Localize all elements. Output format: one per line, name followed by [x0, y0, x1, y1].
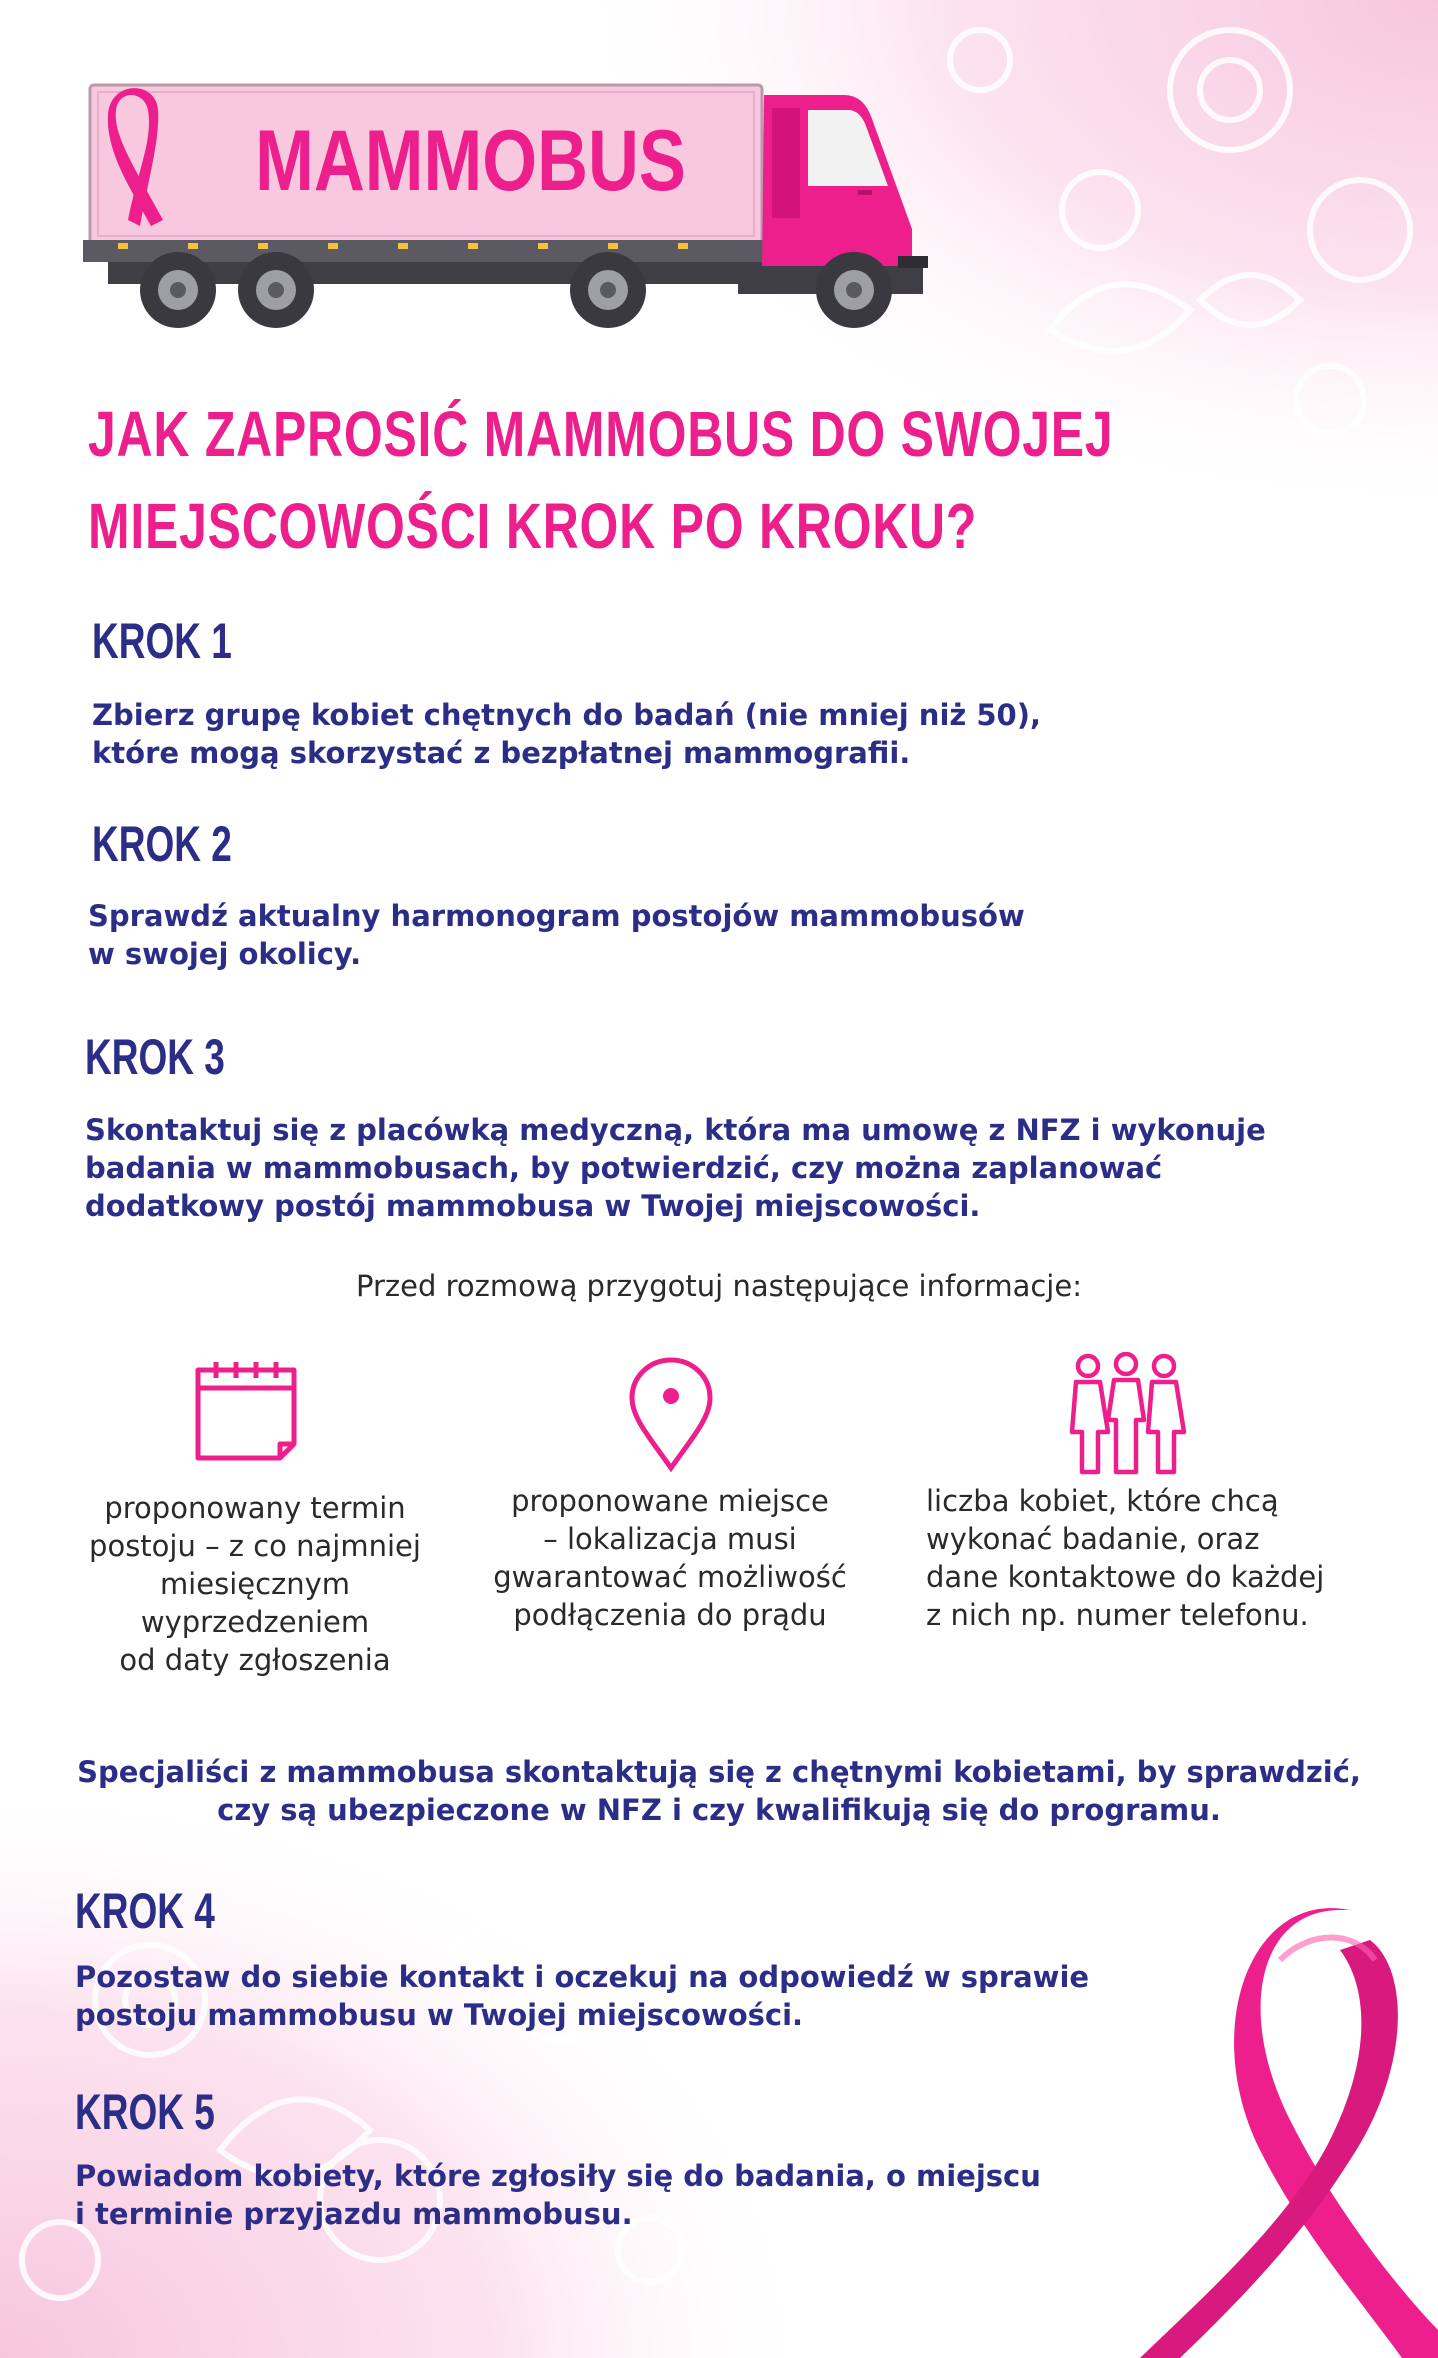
step-1-heading: KROK 1: [92, 613, 232, 669]
women-group-icon: [1064, 1352, 1188, 1476]
step-5-text: Powiadom kobiety, które zgłosiły się do badania, o miejscu i terminie przyjazdu mammobusu.: [75, 2159, 1041, 2231]
step-2-heading: KROK 2: [92, 816, 232, 872]
pink-ribbon-icon: [1140, 1900, 1438, 2358]
step-1-text: Zbierz grupę kobiet chętnych do badań (nie mniej niż 50), które mogą skorzystać z bezpłatnej mammografii.: [92, 698, 1041, 770]
step-3-heading: KROK 3: [85, 1029, 225, 1085]
prepare-intro: Przed rozmową przygotuj następujące informacje:: [356, 1269, 1082, 1303]
step-2-text: Sprawdź aktualny harmonogram postojów mammobusów w swojej okolicy.: [88, 899, 1025, 971]
truck-label: MAMMOBUS: [255, 112, 686, 209]
step-5-heading: KROK 5: [75, 2084, 215, 2140]
step-3-text: Skontaktuj się z placówką medyczną, która ma umowę z NFZ i wykonuje badania w mammobusach, by potwierdzić, czy można zaplanować dodatkowy postój mammobusa w Twojej miejscowości.: [85, 1113, 1266, 1223]
info-item-women: liczba kobiet, które chcą wykonać badanie, oraz dane kontaktowe do każdej z nich np. numer telefonu.: [926, 1484, 1325, 1632]
step-4-heading: KROK 4: [75, 1883, 215, 1939]
info-item-date: proponowany termin postoju – z co najmniej miesięcznym wyprzedzeniem od daty zgłoszenia: [89, 1491, 421, 1677]
page-title: [88, 388, 1114, 572]
calendar-icon: [194, 1360, 300, 1462]
page-title-line2: MIEJSCOWOŚCI KROK PO KROKU?: [88, 490, 978, 562]
info-item-place: proponowane miejsce – lokalizacja musi gwarantować możliwość podłączenia do prądu: [493, 1484, 847, 1632]
location-pin-icon: [628, 1356, 714, 1472]
page-title-line1: JAK ZAPROSIĆ MAMMOBUS DO SWOJEJ: [88, 398, 1114, 470]
mammobus-truck: [78, 80, 958, 360]
specialists-note: Specjaliści z mammobusa skontaktują się z chętnymi kobietami, by sprawdzić, czy są ubezpieczone w NFZ i czy kwalifikują się do programu.: [77, 1755, 1361, 1827]
step-4-text: Pozostaw do siebie kontakt i oczekuj na odpowiedź w sprawie postoju mammobusu w Twojej miejscowości.: [75, 1960, 1090, 2032]
